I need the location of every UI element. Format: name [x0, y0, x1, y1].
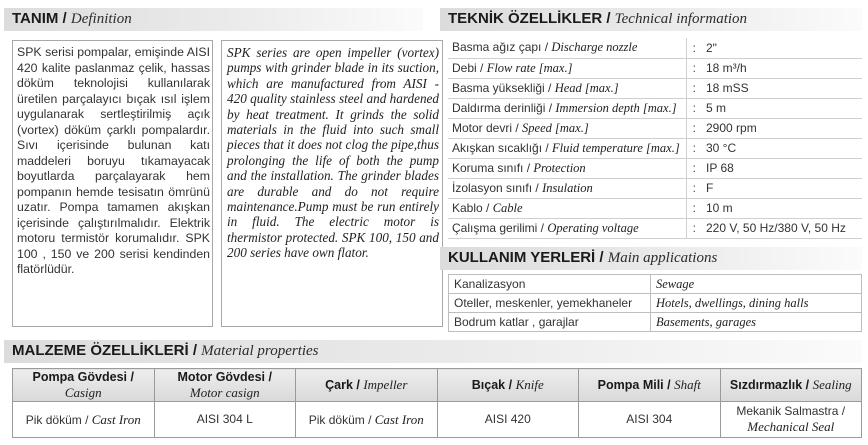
- spec-separator: :: [686, 38, 702, 58]
- spec-label-en: Insulation: [542, 180, 593, 195]
- application-tr: Bodrum katlar , garajlar: [449, 313, 651, 332]
- spec-row: [448, 158, 862, 178]
- material-table: [12, 368, 862, 438]
- spec-label-en: Speed [max.]: [522, 120, 589, 135]
- spec-label: [448, 158, 686, 178]
- spec-separator: :: [686, 158, 702, 178]
- material-header-cell: [579, 369, 721, 402]
- spec-separator: :: [686, 118, 702, 138]
- technical-title-en: Technical information: [614, 11, 748, 27]
- definition-header: [4, 8, 423, 31]
- application-row: [449, 275, 862, 294]
- material-header-en: Knife: [515, 377, 544, 392]
- spec-label: [448, 178, 686, 198]
- spec-label-en: Immersion depth [max.]: [555, 100, 677, 115]
- material-value-en: Cast Iron: [91, 411, 141, 427]
- spec-value: 2": [702, 38, 862, 58]
- application-row: [449, 313, 862, 332]
- material-value-tr: Pik döküm /: [308, 412, 372, 427]
- application-tr: Kanalizasyon: [449, 275, 651, 294]
- material-value-tr: Pik döküm /: [25, 412, 89, 427]
- spec-value: 18 mSS: [702, 78, 862, 98]
- description-en-text: SPK series are open impeller (vortex) pumps with grinder blade in its suction, which are manufactured from AISI - 420 quality stainless steel and hardened by heat treatment. It grinds the solid materials in the fluid into such small pieces that it does not clog the pipe,thus prolonging the life of both the pump and the installation. The grinder blades are durable and do not require maintenance.Pump must be run entirely in fluid. The electric motor is thermistor protected. SPK 100, 150 and 200 series have own flator.: [227, 45, 439, 261]
- description-en-box: [221, 40, 443, 327]
- applications-table: [448, 274, 862, 332]
- material-value-cell: [579, 402, 721, 438]
- spec-separator: :: [686, 98, 702, 118]
- material-header: [4, 340, 862, 363]
- spec-label-tr: Kablo /: [452, 200, 490, 215]
- material-header-cell: [437, 369, 579, 402]
- material-value-en: Mechanical Seal: [747, 419, 835, 434]
- material-header-en: Sealing: [812, 377, 852, 392]
- spec-label-tr: Koruma sınıfı /: [452, 160, 531, 175]
- definition-title-tr: TANIM /: [12, 10, 67, 27]
- description-tr-box: [12, 40, 213, 327]
- spec-row: [448, 98, 862, 118]
- application-en: Basements, garages: [651, 313, 862, 332]
- spec-label-en: Cable: [492, 200, 523, 215]
- material-value-en: Cast Iron: [374, 411, 424, 427]
- spec-value: 30 °C: [702, 138, 862, 158]
- description-tr-text: SPK serisi pompalar, emişinde AISI 420 kalite paslanmaz çelik, hassas döküm teknolojisi kullanılarak üretilen parçalayıcı bıçak ısıl işlem uygulanarak sertleştirilmiş açık (vortex) döküm çarklı pompalardır. Sıvı içerisinde bulunan katı maddeleri boruyu tıkamayacak boyutlarda parçalayarak hem pompanın hemde tesisatın ömrünü uzatır. Pompa tamamen akışkan içerisinde çalıştırılmalıdır. Elektrik motoru termistör korumalıdır. SPK 100 , 150 ve 200 serisi kendinden flatörlüdür.: [17, 45, 210, 276]
- spec-label: [448, 78, 686, 98]
- spec-label-tr: İzolasyon sınıfı /: [452, 180, 539, 195]
- spec-value: 18 m³/h: [702, 58, 862, 78]
- spec-value: 2900 rpm: [702, 118, 862, 138]
- spec-label-en: Flow rate [max.]: [486, 60, 573, 75]
- spec-label: [448, 58, 686, 78]
- spec-label-en: Protection: [533, 160, 586, 175]
- material-header-tr: Motor Gövdesi /: [177, 369, 272, 384]
- material-value-tr: Mekanik Salmastra /: [736, 404, 846, 418]
- material-header-tr: Pompa Gövdesi /: [32, 369, 134, 384]
- application-row: [449, 294, 862, 313]
- spec-separator: :: [686, 138, 702, 158]
- material-value-tr: AISI 420: [484, 412, 531, 426]
- spec-label: [448, 198, 686, 218]
- description-section: [12, 40, 439, 327]
- spec-label-tr: Çalışma gerilimi /: [452, 220, 545, 235]
- spec-value: 5 m: [702, 98, 862, 118]
- spec-label-en: Head [max.]: [554, 80, 619, 95]
- spec-label-tr: Motor devri /: [452, 120, 519, 135]
- spec-label-tr: Debi /: [452, 60, 484, 75]
- material-title-tr: MALZEME ÖZELLİKLERİ /: [12, 342, 197, 359]
- material-header-cell: [13, 369, 155, 402]
- spec-label-tr: Daldırma derinliği /: [452, 100, 553, 115]
- applications-title-en: Main applications: [607, 250, 718, 266]
- material-header-cell: [296, 369, 438, 402]
- spec-row: [448, 78, 862, 98]
- spec-value: 220 V, 50 Hz/380 V, 50 Hz: [702, 218, 862, 238]
- spec-separator: :: [686, 58, 702, 78]
- material-header-en: Casign: [64, 384, 102, 400]
- definition-title-en: Definition: [70, 11, 132, 27]
- spec-separator: :: [686, 218, 702, 238]
- material-header-tr: Çark /: [325, 378, 360, 392]
- application-en: Hotels, dwellings, dining halls: [651, 294, 862, 313]
- spec-row: [448, 218, 862, 238]
- material-header-en: Impeller: [363, 377, 408, 392]
- spec-label-en: Fluid temperature [max.]: [552, 140, 680, 155]
- application-en: Sewage: [651, 275, 862, 294]
- material-header-tr: Sızdırmazlık /: [729, 378, 810, 392]
- material-value-cell: [437, 402, 579, 438]
- spec-separator: :: [686, 178, 702, 198]
- material-value-cell: [720, 402, 862, 438]
- spec-value: F: [702, 178, 862, 198]
- material-header-en: Shaft: [674, 377, 701, 392]
- applications-header: [440, 247, 862, 270]
- material-value-cell: [296, 402, 438, 438]
- technical-header: [440, 8, 862, 31]
- material-header-cell: [720, 369, 862, 402]
- technical-title-tr: TEKNİK ÖZELLİKLER /: [448, 10, 611, 27]
- material-header-en: Motor casign: [189, 384, 260, 400]
- material-value-cell: [13, 402, 155, 438]
- spec-label-tr: Basma ağız çapı /: [452, 40, 549, 55]
- spec-row: [448, 138, 862, 158]
- spec-label: [448, 118, 686, 138]
- material-title-en: Material properties: [201, 343, 319, 359]
- spec-value: IP 68: [702, 158, 862, 178]
- spec-label-en: Discharge nozzle: [551, 40, 638, 55]
- spec-separator: :: [686, 78, 702, 98]
- spec-label-tr: Akışkan sıcaklığı /: [452, 140, 549, 155]
- spec-label: [448, 38, 686, 58]
- spec-row: [448, 38, 862, 58]
- material-value-cell: [154, 402, 296, 438]
- material-value-tr: AISI 304: [626, 412, 673, 426]
- spec-row: [448, 198, 862, 218]
- applications-title-tr: KULLANIM YERLERİ /: [448, 249, 604, 266]
- spec-label: [448, 138, 686, 158]
- material-value-tr: AISI 304 L: [196, 412, 253, 426]
- spec-label: [448, 98, 686, 118]
- spec-value: 10 m: [702, 198, 862, 218]
- spec-separator: :: [686, 198, 702, 218]
- application-tr: Oteller, meskenler, yemekhaneler: [449, 294, 651, 313]
- material-header-tr: Pompa Mili /: [597, 378, 671, 392]
- spec-label-tr: Basma yüksekliği /: [452, 80, 552, 95]
- technical-spec-table: [448, 38, 862, 239]
- spec-row: [448, 178, 862, 198]
- material-header-cell: [154, 369, 296, 402]
- spec-label-en: Operating voltage: [547, 220, 639, 235]
- spec-label: [448, 218, 686, 238]
- material-header-tr: Bıçak /: [471, 378, 513, 392]
- spec-row: [448, 118, 862, 138]
- spec-row: [448, 58, 862, 78]
